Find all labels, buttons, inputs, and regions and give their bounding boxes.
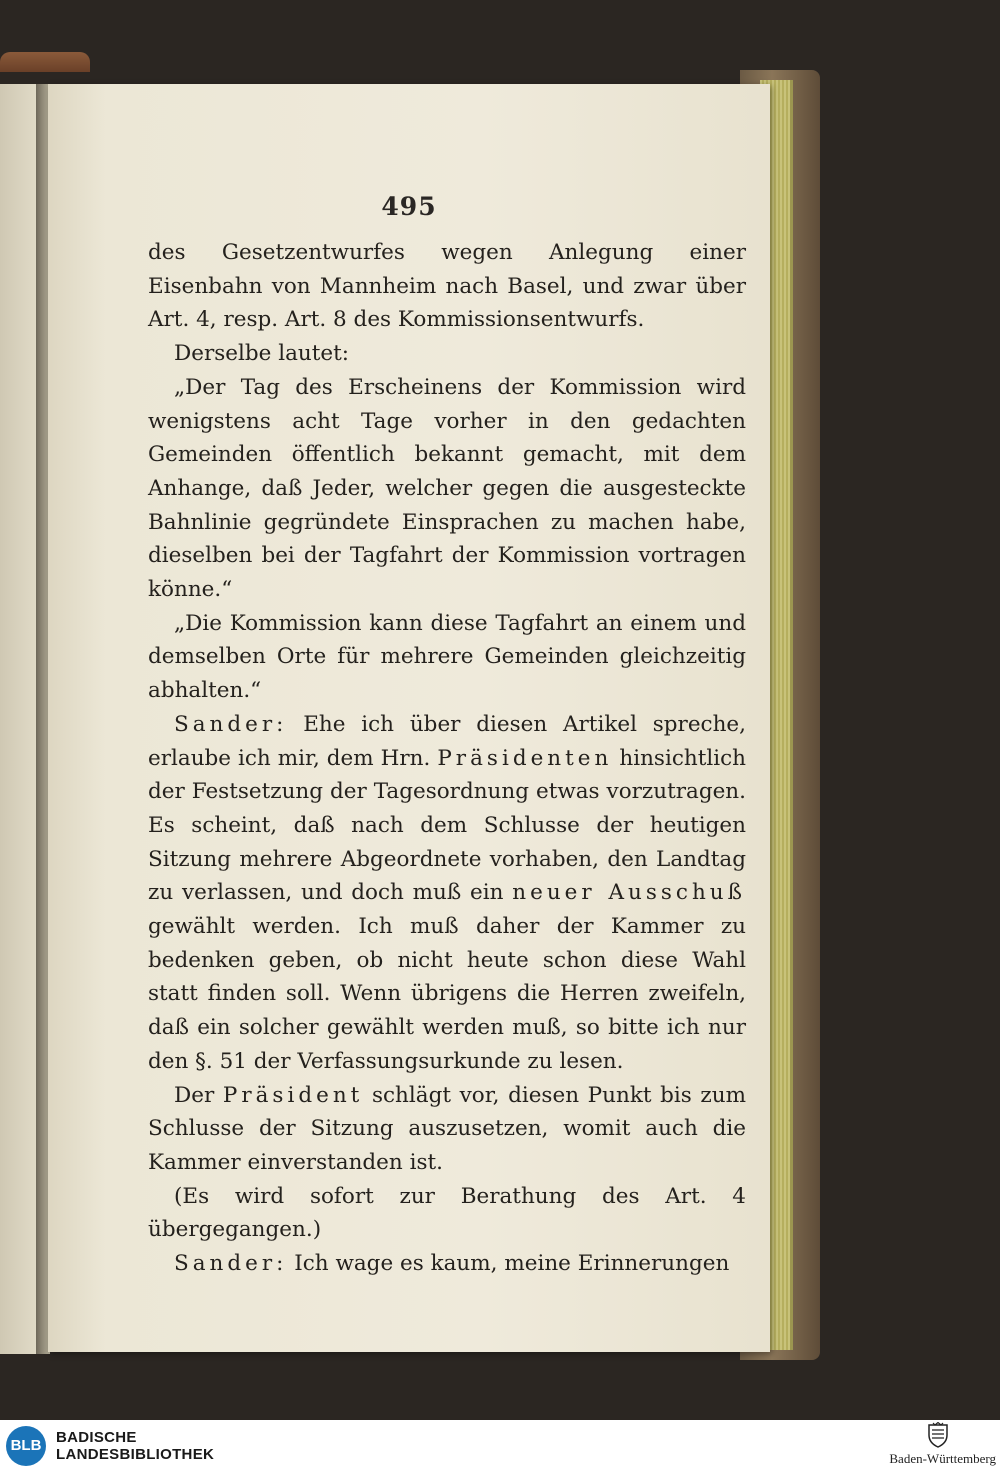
speech-sander-1 bbox=[148, 708, 746, 1079]
blb-logo: BLB bbox=[6, 1426, 46, 1466]
quote-paragraph-2: „Die Kommission kann diese Tagfahrt an einem und demselben Orte für mehrere Gemeinden gleichzeitig abhalten.“ bbox=[148, 610, 746, 704]
footer-bar bbox=[0, 1420, 1000, 1472]
emphasis-praesidenten: Präsidenten bbox=[437, 745, 613, 771]
library-name bbox=[56, 1429, 214, 1463]
procedural-note: (Es wird sofort zur Berathung des Art. 4 übergegangen.) bbox=[148, 1183, 746, 1243]
page-number: 495 bbox=[381, 192, 437, 221]
speaker-name: Sander: bbox=[174, 1251, 288, 1277]
paragraph-praesident bbox=[148, 1079, 746, 1180]
book-cover-edge bbox=[0, 52, 90, 72]
emphasis-praesident: Präsident bbox=[222, 1082, 364, 1108]
speech-text: hinsichtlich der Festsetzung der Tagesordnung etwas vorzutragen. Es scheint, daß nach dem Schlusse der heutigen Sitzung mehrere Abgeordnete vorhaben, den Landtag zu verlassen, und doch muß ein bbox=[148, 745, 746, 906]
right-page bbox=[48, 84, 770, 1352]
state-label: Baden-Württemberg bbox=[889, 1451, 996, 1466]
speech-text: gewählt werden. Ich muß daher der Kammer zu bedenken geben, ob nicht heute schon diese Wahl statt finden soll. Wenn übrigens die Herren zweifeln, daß ein solcher gewählt werden muß, so bitte ich nur den §. 51 der Verfassungsurkunde zu lesen. bbox=[148, 914, 746, 1074]
emphasis-ausschuss: neuer Ausschuß bbox=[512, 880, 746, 906]
speaker-name: Sander: bbox=[174, 711, 288, 737]
paragraph-text: schlägt vor, diesen Punkt bis zum Schlusse der Sitzung auszusetzen, womit auch die Kammer einverstanden ist. bbox=[148, 1082, 746, 1175]
library-name-line1: BADISCHE bbox=[56, 1429, 137, 1446]
paragraph-continuation: des Gesetzentwurfes wegen Anlegung einer Eisenbahn von Mannheim nach Basel, und zwar über Art. 4, resp. Art. 8 des Kommissionsentwurfs. bbox=[148, 240, 746, 333]
paragraph-derselbe: Derselbe lautet: bbox=[174, 341, 349, 367]
coat-of-arms-icon bbox=[927, 1422, 949, 1448]
speech-text: Ich wage es kaum, meine Erinnerungen bbox=[287, 1251, 730, 1277]
quote-paragraph-1: „Der Tag des Erscheinens der Kommission wird wenigstens acht Tage vorher in den gedachten Gemeinden öffentlich bekannt gemacht, mit dem Anhange, daß Jeder, welcher gegen die ausgesteckte Bahnlinie gegründete Einsprachen zu machen habe, dieselben bei der Tagfahrt der Kommission vortragen könne.“ bbox=[148, 374, 746, 603]
lead-text: Der bbox=[174, 1082, 223, 1108]
library-name-line2: LANDESBIBLIOTHEK bbox=[56, 1446, 215, 1463]
speech-sander-2 bbox=[148, 1247, 746, 1281]
page-text bbox=[148, 236, 746, 1281]
speech-text: Ehe ich über diesen Artikel spreche, erlaube ich mir, dem Hrn. bbox=[148, 711, 746, 771]
